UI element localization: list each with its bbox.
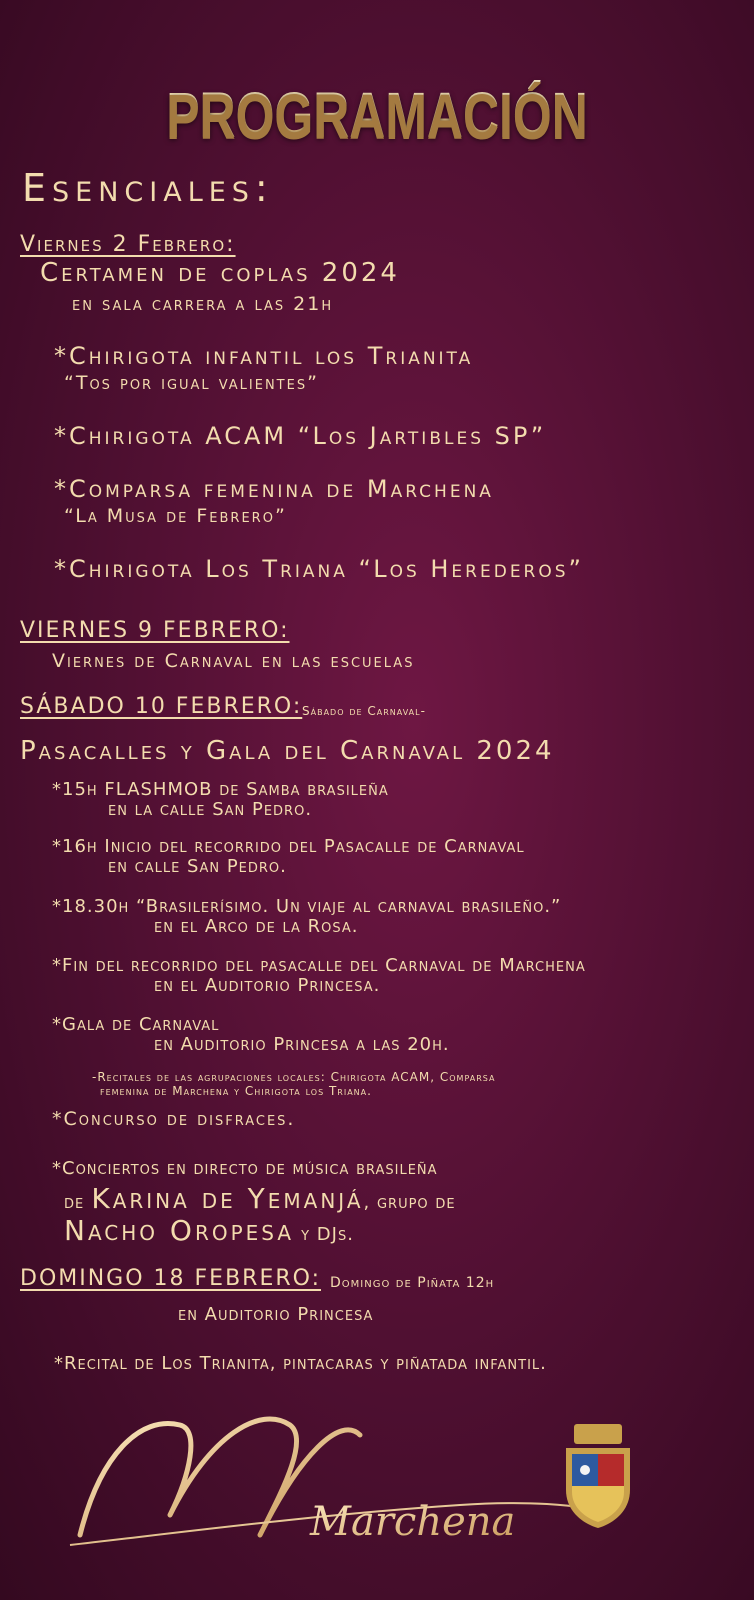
- day3-item-2-sub: en calle San Pedro.: [108, 856, 287, 877]
- artist-suffix: y DJs.: [301, 1224, 354, 1245]
- page-title: PROGRAMACIÓN: [83, 78, 671, 152]
- day2-event: Viernes de Carnaval en las escuelas: [52, 650, 415, 672]
- artist-mid: , grupo de: [363, 1192, 456, 1213]
- day4-place: en Auditorio Princesa: [178, 1304, 374, 1325]
- day1-item-1: *Chirigota infantil los Trianita: [54, 342, 474, 370]
- day3-item-4: *Fin del recorrido del pasacalle del Carnaval de Marchena: [52, 955, 586, 976]
- day3-item-5: *Gala de Carnaval: [52, 1014, 220, 1035]
- day3-item-3-sub: en el Arco de la Rosa.: [154, 916, 359, 937]
- day4-date: DOMINGO 18 FEBRERO:: [20, 1266, 321, 1291]
- section-heading: Esenciales:: [22, 166, 274, 210]
- day4-recital: *Recital de Los Trianita, pintacaras y piñatada infantil.: [54, 1353, 547, 1374]
- day3-contest: *Concurso de disfraces.: [52, 1108, 296, 1130]
- day1-event: Certamen de coplas 2024: [40, 258, 400, 288]
- day3-artists-line1: [64, 1182, 456, 1215]
- day1-item-3-sub: “La Musa de Febrero”: [64, 505, 287, 527]
- day3-item-3: *18.30h “Brasilerísimo. Un viaje al carnaval brasileño.”: [52, 896, 562, 917]
- day1-date: Viernes 2 Febrero:: [20, 232, 236, 257]
- day3-item-2: *16h Inicio del recorrido del Pasacalle de Carnaval: [52, 836, 525, 857]
- day3-item-5-sub: en Auditorio Princesa a las 20h.: [154, 1034, 450, 1055]
- day3-item-1-sub: en la calle San Pedro.: [108, 799, 313, 820]
- day3-concerts: *Conciertos en directo de música brasileña: [52, 1158, 438, 1179]
- logo-text: Marchena: [310, 1499, 516, 1545]
- artist-prefix: de: [64, 1192, 85, 1213]
- day2-date: VIERNES 9 FEBRERO:: [20, 618, 290, 643]
- marchena-logo: [60, 1395, 620, 1575]
- day1-item-2: *Chirigota ACAM “Los Jartibles SP”: [54, 422, 547, 450]
- day1-place: en sala carrera a las 21h: [72, 293, 334, 315]
- artist-1: Karina de Yemanjá: [91, 1182, 364, 1215]
- day1-item-3: *Comparsa femenina de Marchena: [54, 475, 494, 503]
- day3-date: SÁBADO 10 FEBRERO:: [20, 694, 303, 719]
- day3-recital-2: femenina de Marchena y Chirigota los Triana.: [100, 1084, 372, 1098]
- day3-item-4-sub: en el Auditorio Princesa.: [154, 975, 381, 996]
- day4-note: Domingo de Piñata 12h: [330, 1275, 495, 1291]
- day1-item-4: *Chirigota Los Triana “Los Herederos”: [54, 555, 584, 583]
- artist-2: Nacho Oropesa: [64, 1214, 295, 1247]
- day3-recital-1: -Recitales de las agrupaciones locales: Chirigota ACAM, Comparsa: [92, 1070, 496, 1084]
- coat-of-arms-icon: [552, 1420, 644, 1532]
- day3-note: Sábado de Carnaval-: [302, 704, 426, 718]
- day1-item-1-sub: “Tos por igual valientes”: [64, 372, 319, 394]
- day3-artists-line2: [64, 1214, 354, 1247]
- day3-item-1: *15h FLASHMOB de Samba brasileña: [52, 779, 389, 800]
- day3-event: Pasacalles y Gala del Carnaval 2024: [20, 736, 555, 766]
